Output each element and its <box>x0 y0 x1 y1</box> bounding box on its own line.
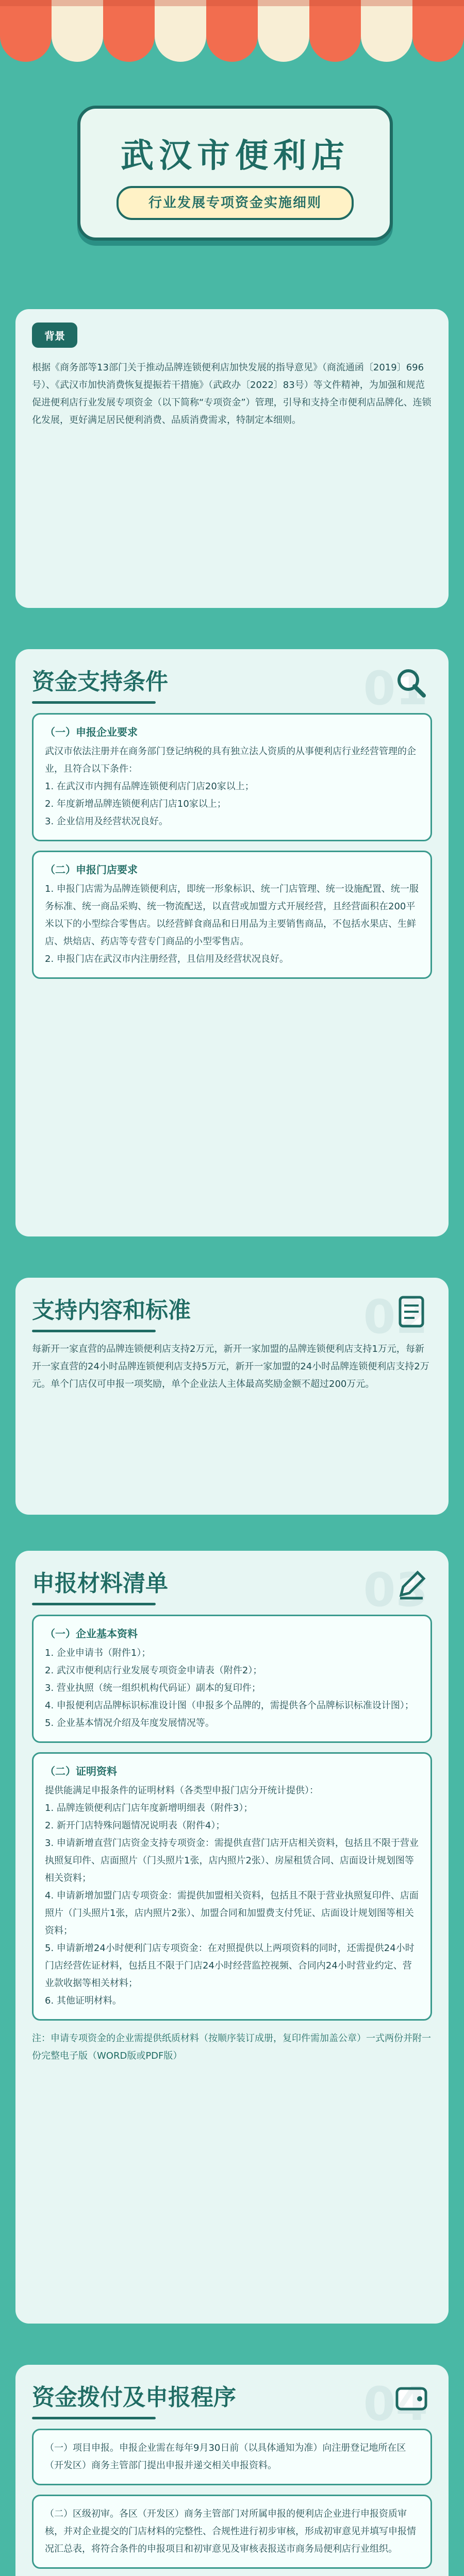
process-step-1 <box>32 2429 432 2485</box>
box-text: 1. 申报门店需为品牌连锁便利店，即统一形象标识、统一门店管理、统一设施配置、统一服务标准、统一商品采购、统一物流配送，以直营或加盟方式开展经营，且经营面积在200平米以下的小型综合零售店。以经营鲜食商品和日用品为主要销售商品，不包括水果店、生鲜店、烘焙店、药店等专营专门商品的小型零售店。 2. 申报门店在武汉市内注册经营，且信用及经营状况良好。 <box>45 884 419 964</box>
content-card <box>15 1278 449 1515</box>
section-divider <box>32 1330 156 1332</box>
process-step-2 <box>32 2495 432 2569</box>
background-card <box>15 309 449 608</box>
box-text: 1. 企业申请书（附件1）； 2. 武汉市便利店行业发展专项资金申请表（附件2）； 3. 营业执照（统一组织机构代码证）副本的复印件； 4. 申报便利店品牌标识标准设计图（申报多个品牌的，需提供各个品牌标识标准设计图）； 5. 企业基本情况介绍及年度发展情况等。 <box>45 1648 414 1728</box>
background-badge: 背景 <box>32 323 77 348</box>
hero-board <box>77 106 393 241</box>
section-number: 04 <box>363 2377 428 2431</box>
section-number: 02 <box>363 1290 428 1344</box>
materials-basic-box <box>32 1615 432 1743</box>
box-title: （一）企业基本资料 <box>45 1628 138 1640</box>
process-card <box>15 2365 449 2576</box>
awning-shade <box>0 0 464 6</box>
content-text: 每新开一家直营的品牌连锁便利店支持2万元，新开一家加盟的品牌连锁便利店支持1万元，每新开一家直营的24小时品牌连锁便利店支持5万元，新开一家加盟的24小时品牌连锁便利店支持2万元。单个门店仅可申报一项奖励，单个企业法人主体最高奖励金额不超过200万元。 <box>32 1344 429 1389</box>
requirement-box-store <box>32 851 432 979</box>
section-divider <box>32 2417 156 2419</box>
section-number: 03 <box>363 1563 428 1617</box>
section-title: 申报材料清单 <box>32 1570 168 1597</box>
box-title: （二）证明资料 <box>45 1765 117 1777</box>
section-title: 支持内容和标准 <box>32 1297 191 1324</box>
box-text: 提供能满足申报条件的证明材料（各类型申报门店分开统计提供）： 1. 品牌连锁便利店门店年度新增明细表（附件3）； 2. 新开门店特殊问题情况说明表（附件4）； 3. 申请新增直营门店资金支持专项资金：需提供直营门店开店相关资料，包括且不限于营业执照复印件、店面照片（门头照片1张，店内照片2张）、房屋租赁合同、店面设计规划图等相关资料； 4. 申请新增加盟门店专项资金：需提供加盟相关资料，包括且不限于营业执照复印件、店面照片（门头照片1张，店内照片2张）、加盟合同和加盟费支付凭证、店面设计规划图等相关资料； 5. 申请新增24小时便利门店专项资金：在对照提供以上两项资料的同时，还需提供24小时门店经营佐证材料，包括且不限于门店24小时经营监控视频、合同内24小时营业约定、营业款收据等相关材料； 6. 其他证明材料。 <box>45 1785 419 2006</box>
box-text: （二）区级初审。各区（开发区）商务主管部门对所属申报的便利店企业进行申报资质审核，并对企业提交的门店材料的完整性、合规性进行初步审核，形成初审意见并填写申报情况汇总表，将符合条件的申报项目和初审意见及审核表报送市商务局便利店行业组织。 <box>45 2509 416 2554</box>
box-title: （一）申报企业要求 <box>45 726 138 738</box>
section-title: 资金拨付及申报程序 <box>32 2384 236 2411</box>
awning <box>0 0 464 77</box>
materials-proof-box <box>32 1752 432 2021</box>
box-title: （二）申报门店要求 <box>45 863 138 876</box>
background-text: 根据《商务部等13部门关于推动品牌连锁便利店加快发展的指导意见》（商流通函〔2019〕696号）、《武汉市加快消费恢复提振若干措施》（武政办〔2022〕83号）等文件精神，为加强和规范促进便利店行业发展专项资金（以下简称“专项资金”）管理，引导和支持全市便利店品牌化、连锁化发展，更好满足居民便利消费、品质消费需求，特制定本细则。 <box>32 362 432 426</box>
box-text: 武汉市依法注册并在商务部门登记纳税的具有独立法人资质的从事便利店行业经营管理的企业，且符合以下条件： 1. 在武汉市内拥有品牌连锁便利店门店20家以上； 2. 年度新增品牌连锁便利店门店10家以上； 3. 企业信用及经营状况良好。 <box>45 746 416 827</box>
page-subtitle: 行业发展专项资金实施细则 <box>117 186 354 220</box>
section-number: 01 <box>363 662 428 716</box>
page-title: 武汉市便利店 <box>121 137 350 175</box>
box-text: （一）项目申报。申报企业需在每年9月30日前（以具体通知为准）向注册登记地所在区（开发区）商务主管部门提出申报并递交相关申报资料。 <box>45 2443 406 2471</box>
section-divider <box>32 701 156 704</box>
section-title: 资金支持条件 <box>32 668 168 695</box>
requirement-box-company <box>32 713 432 841</box>
support-card <box>15 649 449 1236</box>
section-divider <box>32 1603 156 1605</box>
materials-note: 注：申请专项资金的企业需提供纸质材料（按顺序装订成册，复印件需加盖公章）一式两份并附一份完整电子版（WORD版或PDF版） <box>32 2033 431 2061</box>
materials-card <box>15 1551 449 2324</box>
